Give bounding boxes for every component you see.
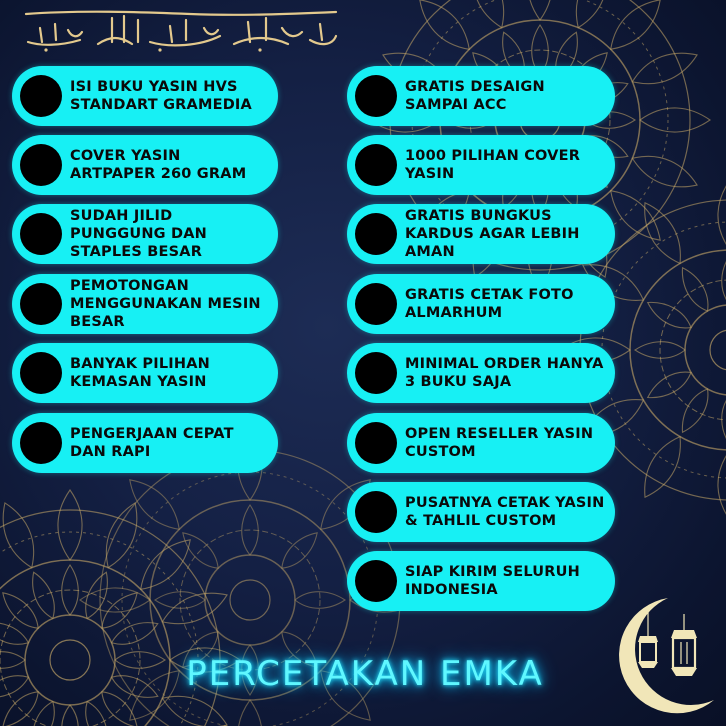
feature-text: SIAP KIRIM SELURUH INDONESIA <box>405 564 580 598</box>
feature-item <box>347 66 615 126</box>
bullet-dot <box>355 75 397 117</box>
feature-item <box>12 66 278 126</box>
feature-item <box>12 274 278 334</box>
feature-text: PEMOTONGAN MENGGUNAKAN MESIN BESAR <box>70 278 261 330</box>
feature-item <box>347 482 615 542</box>
feature-item <box>12 135 278 195</box>
feature-text: GRATIS BUNGKUS KARDUS AGAR LEBIH AMAN <box>405 208 580 260</box>
bullet-dot <box>355 491 397 533</box>
feature-item <box>347 204 615 264</box>
feature-text: 1000 PILIHAN COVER YASIN <box>405 148 581 182</box>
bullet-dot <box>355 283 397 325</box>
bismillah-calligraphy <box>20 6 340 56</box>
feature-item <box>347 135 615 195</box>
feature-text: PUSATNYA CETAK YASIN & TAHLIL CUSTOM <box>405 495 605 529</box>
feature-item <box>347 551 615 611</box>
feature-text: PENGERJAAN CEPAT DAN RAPI <box>70 426 234 460</box>
feature-item <box>347 413 615 473</box>
feature-text: SUDAH JILID PUNGGUNG DAN STAPLES BESAR <box>70 208 207 260</box>
feature-text: BANYAK PILIHAN KEMASAN YASIN <box>70 356 210 390</box>
feature-item <box>12 413 278 473</box>
bullet-dot <box>355 560 397 602</box>
bullet-dot <box>355 144 397 186</box>
bullet-dot <box>20 283 62 325</box>
feature-item <box>12 343 278 403</box>
bullet-dot <box>355 213 397 255</box>
feature-item <box>347 274 615 334</box>
feature-text: OPEN RESELLER YASIN CUSTOM <box>405 426 594 460</box>
feature-text: GRATIS CETAK FOTO ALMARHUM <box>405 287 574 321</box>
feature-text: ISI BUKU YASIN HVS STANDART GRAMEDIA <box>70 79 252 113</box>
crescent-moon-lantern-icon <box>606 590 721 720</box>
bullet-dot <box>20 213 62 255</box>
bullet-dot <box>355 352 397 394</box>
bullet-dot <box>20 422 62 464</box>
bullet-dot <box>20 352 62 394</box>
brand-name: PERCETAKAN EMKA <box>186 654 544 694</box>
bullet-dot <box>20 144 62 186</box>
feature-text: COVER YASIN ARTPAPER 260 GRAM <box>70 148 247 182</box>
feature-text: MINIMAL ORDER HANYA 3 BUKU SAJA <box>405 356 604 390</box>
feature-text: GRATIS DESAIGN SAMPAI ACC <box>405 79 545 113</box>
bullet-dot <box>20 75 62 117</box>
bullet-dot <box>355 422 397 464</box>
feature-item <box>347 343 615 403</box>
feature-item <box>12 204 278 264</box>
